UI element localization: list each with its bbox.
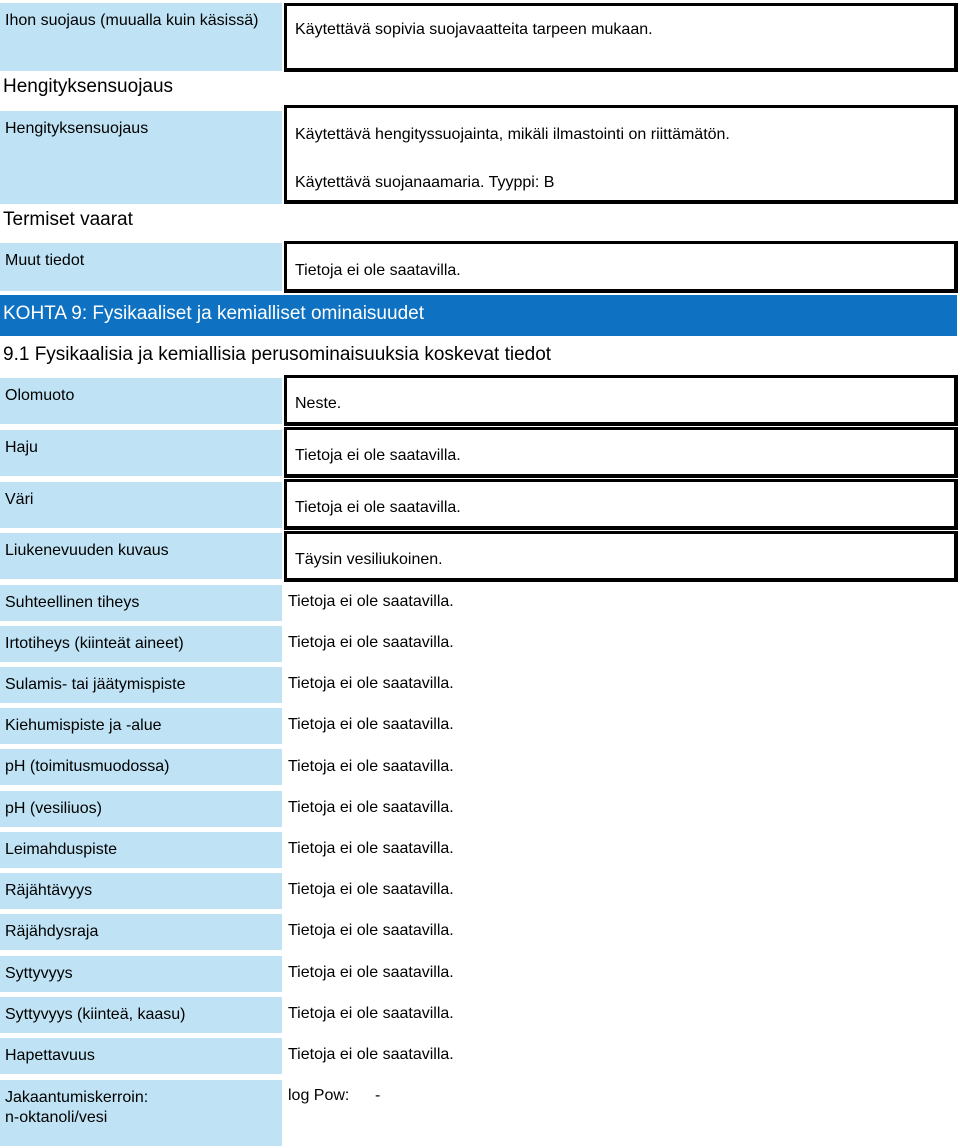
section-9-1-subheading: 9.1 Fysikaalisia ja kemiallisia perusominaisuuksia koskevat tiedot	[3, 344, 552, 365]
respiratory-value-line2: Käytettävä suojanaamaria. Tyyppi: B	[295, 174, 555, 191]
property-value: Neste.	[284, 375, 958, 426]
partition-label-line2: n-oktanoli/vesi	[5, 1109, 108, 1126]
thermal-other-label: Muut tiedot	[0, 243, 282, 291]
respiratory-value	[284, 105, 958, 204]
property-label: Leimahduspiste	[0, 832, 282, 868]
property-label: Syttyvyys (kiinteä, kaasu)	[0, 997, 282, 1033]
property-value: Tietoja ei ole saatavilla.	[288, 964, 454, 981]
property-label: Räjähtävyys	[0, 873, 282, 909]
thermal-heading: Termiset vaarat	[3, 209, 133, 230]
property-value: Tietoja ei ole saatavilla.	[288, 593, 454, 610]
property-value: Tietoja ei ole saatavilla.	[288, 675, 454, 692]
property-label: Liukenevuuden kuvaus	[0, 533, 282, 579]
property-value: Tietoja ei ole saatavilla.	[288, 881, 454, 898]
section-9-title: KOHTA 9: Fysikaaliset ja kemialliset ominaisuudet	[0, 295, 957, 336]
property-value: Tietoja ei ole saatavilla.	[288, 634, 454, 651]
partition-label-line1: Jakaantumiskerroin:	[5, 1089, 149, 1106]
respiratory-label: Hengityksensuojaus	[0, 111, 282, 204]
property-label: pH (toimitusmuodossa)	[0, 749, 282, 785]
property-value: Tietoja ei ole saatavilla.	[288, 758, 454, 775]
property-value: Tietoja ei ole saatavilla.	[288, 840, 454, 857]
property-value: Tietoja ei ole saatavilla.	[288, 716, 454, 733]
partition-log-pow-label: log Pow:	[288, 1087, 350, 1104]
property-label: pH (vesiliuos)	[0, 791, 282, 827]
property-value: Tietoja ei ole saatavilla.	[284, 479, 958, 530]
partition-coefficient-label	[0, 1080, 282, 1146]
property-value: Tietoja ei ole saatavilla.	[288, 1005, 454, 1022]
property-label: Syttyvyys	[0, 956, 282, 992]
property-label: Olomuoto	[0, 378, 282, 424]
property-value: Täysin vesiliukoinen.	[284, 531, 958, 582]
respiratory-heading: Hengityksensuojaus	[3, 76, 174, 97]
property-label: Suhteellinen tiheys	[0, 585, 282, 621]
property-value: Tietoja ei ole saatavilla.	[288, 922, 454, 939]
skin-protection-label: Ihon suojaus (muualla kuin käsissä)	[0, 3, 282, 71]
property-label: Haju	[0, 430, 282, 476]
property-label: Väri	[0, 482, 282, 528]
property-label: Hapettavuus	[0, 1038, 282, 1074]
property-label: Irtotiheys (kiinteät aineet)	[0, 626, 282, 662]
property-label: Kiehumispiste ja -alue	[0, 708, 282, 744]
thermal-other-value: Tietoja ei ole saatavilla.	[284, 241, 958, 293]
respiratory-value-line1: Käytettävä hengityssuojainta, mikäli ilmastointi on riittämätön.	[295, 126, 730, 143]
property-label: Räjähdysraja	[0, 914, 282, 950]
property-value: Tietoja ei ole saatavilla.	[284, 427, 958, 478]
property-value: Tietoja ei ole saatavilla.	[288, 1046, 454, 1063]
partition-log-pow-value: -	[375, 1087, 381, 1104]
skin-protection-value: Käytettävä sopivia suojavaatteita tarpeen mukaan.	[284, 3, 958, 72]
property-label: Sulamis- tai jäätymispiste	[0, 667, 282, 703]
property-value: Tietoja ei ole saatavilla.	[288, 799, 454, 816]
